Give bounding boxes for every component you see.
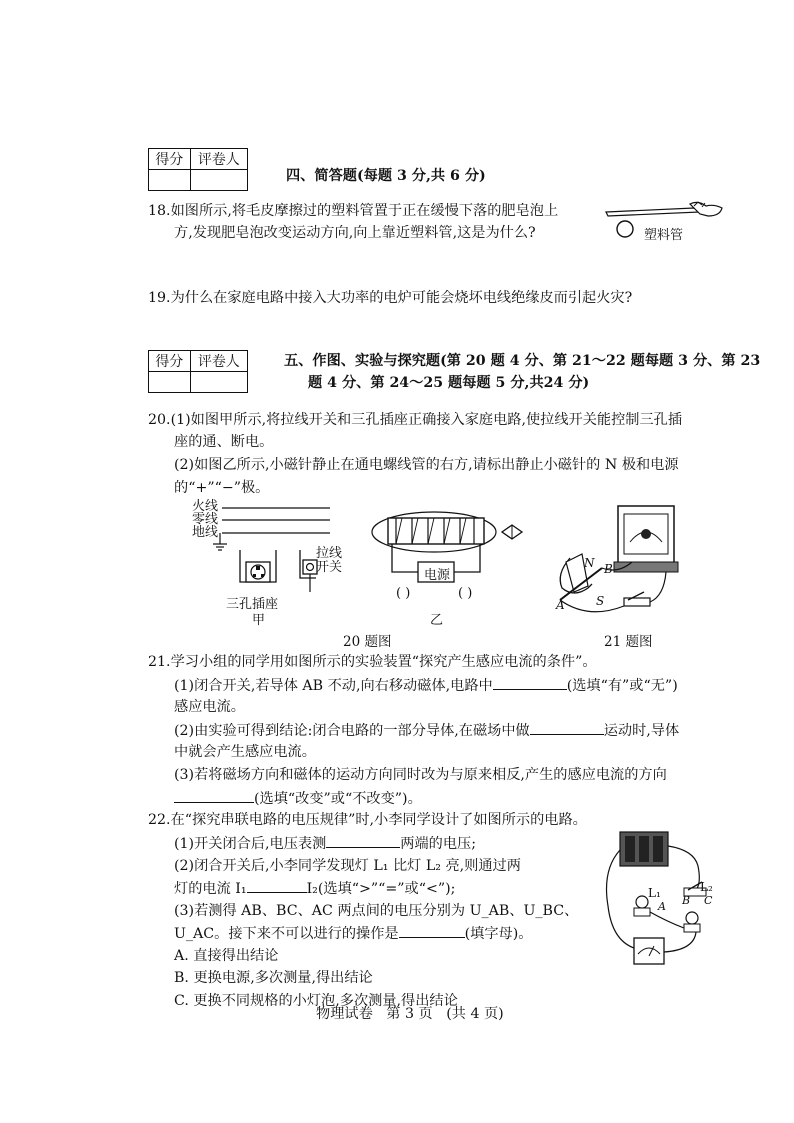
section5-title-line2: 题 4 分、第 24～25 题每题 5 分,共24 分) (308, 375, 590, 391)
plastic-tube-label: 塑料管 (644, 228, 684, 243)
lamp-L2-label: L₂ (700, 880, 713, 894)
solenoid-figure (366, 500, 546, 600)
induction-apparatus-figure (548, 500, 688, 620)
ground-wire-label: 地线 (192, 525, 219, 540)
point-C-label: C (704, 894, 713, 907)
q18-line2: 方,发现肥皂泡改变运动方向,向上靠近塑料管,这是为什么? (174, 225, 536, 241)
caption-fig20: 20 题图 (343, 634, 392, 650)
score-cell (149, 372, 191, 393)
socket-label: 三孔插座 (226, 597, 279, 612)
q21-line3: 感应电流。 (174, 699, 245, 715)
grader-cell (190, 372, 247, 393)
q21-line2-text-a: (1)闭合开关,若导体 AB 不动,向右移动磁体,电路中 (174, 678, 493, 694)
q21-line6: (3)若将磁场方向和磁体的运动方向同时改为与原来相反,产生的感应电流的方向 (174, 767, 667, 783)
q21-answer-blank-1[interactable] (493, 675, 567, 690)
q21-line7 (174, 788, 422, 809)
q20-line3: (2)如图乙所示,小磁针静止在通电螺线管的右方,请标出静止小磁针的 N 极和电源 (174, 457, 679, 473)
grader-label: 评卷人 (190, 351, 247, 372)
q21-line4-text-a: (2)由实验可得到结论:闭合电路的一部分导体,在磁场中做 (174, 723, 530, 739)
q22-line1: 22.在“探究串联电路的电压规律”时,小李同学设计了如图所示的电路。 (148, 812, 587, 828)
figure-yi-label: 乙 (430, 613, 444, 628)
q21-line5: 中就会产生感应电流。 (174, 744, 316, 760)
score-table-section4 (148, 148, 248, 191)
q22-option-b: B. 更换电源,多次测量,得出结论 (174, 970, 373, 986)
figure-jia-label: 甲 (252, 613, 266, 628)
q20-line4: 的“+”“−”极。 (174, 480, 270, 496)
score-cell (149, 170, 191, 191)
q22-answer-blank-3[interactable] (399, 923, 465, 938)
pull-switch-label-2: 开关 (316, 560, 343, 575)
q21-line4-text-b: 运动时,导体 (603, 723, 680, 739)
q20-line1: 20.(1)如图甲所示,将拉线开关和三孔插座正确接入家庭电路,使拉线开关能控制三孔插 (148, 412, 683, 428)
q22-line5: (3)若测得 AB、BC、AC 两点间的电压分别为 U_AB、U_BC、 (174, 903, 579, 919)
score-table-section5 (148, 350, 248, 393)
q22-option-a: A. 直接得出结论 (174, 948, 279, 964)
q21-line2 (174, 675, 678, 696)
q20-line2: 座的通、断电。 (174, 434, 274, 450)
q21-line2-text-b: (选填“有”或“无”) (566, 678, 678, 694)
point-B-label: B (682, 894, 691, 907)
section5-title-line1: 五、作图、实验与探究题(第 20 题 4 分、第 21～22 题每题 3 分、第 23 (284, 353, 761, 369)
q18-line1: 18.如图所示,将毛皮摩擦过的塑料管置于正在缓慢下落的肥皂泡上 (148, 203, 559, 219)
pull-switch-label-1: 拉线 (316, 546, 343, 561)
label-N: N (584, 556, 595, 570)
q22-line3: (2)闭合开关后,小李同学发现灯 L₁ 比灯 L₂ 亮,则通过两 (174, 858, 521, 874)
section4-title: 四、简答题(每题 3 分,共 6 分) (286, 168, 486, 184)
point-A-label: A (658, 900, 666, 913)
live-wire-label: 火线 (192, 499, 219, 514)
q22-line6-text-a: U_AC。接下来不可以进行的操作是 (174, 926, 399, 942)
q22-line2 (174, 833, 476, 854)
label-B: B (604, 562, 613, 576)
q22-option-c: C. 更换不同规格的小灯泡,多次测量,得出结论 (174, 993, 458, 1009)
q22-answer-blank-2[interactable] (247, 878, 307, 893)
q22-line4-text-a: 灯的电流 I₁ (174, 881, 247, 897)
score-label: 得分 (149, 149, 191, 170)
q22-line4 (174, 878, 455, 899)
q22-answer-blank-1[interactable] (326, 833, 400, 848)
label-S: S (596, 594, 605, 608)
q22-line6-text-b: (填字母)。 (464, 926, 533, 942)
q22-line2-text-a: (1)开关闭合后,电压表测 (174, 836, 327, 852)
label-A: A (556, 598, 565, 612)
power-source-label: 电源 (424, 568, 451, 583)
power-left-pole-blank: ( ) (396, 586, 411, 601)
q22-line6 (174, 923, 532, 944)
q19-line1: 19.为什么在家庭电路中接入大功率的电炉可能会烧坏电线绝缘皮而引起火灾? (148, 290, 633, 306)
q21-line7-text-b: (选填“改变”或“不改变”)。 (254, 791, 422, 807)
power-right-pole-blank: ( ) (458, 586, 473, 601)
q21-answer-blank-2[interactable] (530, 720, 604, 735)
q22-line2-text-b: 两端的电压; (400, 836, 477, 852)
score-label: 得分 (149, 351, 191, 372)
q21-answer-blank-3[interactable] (174, 788, 254, 803)
neutral-wire-label: 零线 (192, 512, 219, 527)
caption-fig21: 21 题图 (604, 634, 653, 650)
q22-line4-text-b: I₂(选填“>”“=”或“<”); (306, 881, 456, 897)
grader-label: 评卷人 (190, 149, 247, 170)
q21-line1: 21.学习小组的同学用如图所示的实验装置“探究产生感应电流的条件”。 (148, 654, 597, 670)
grader-cell (190, 170, 247, 191)
q21-line4 (174, 720, 679, 741)
page-footer: 物理试卷 第 3 页 (共 4 页) (316, 1006, 504, 1022)
lamp-L1-label: L₁ (648, 886, 661, 900)
